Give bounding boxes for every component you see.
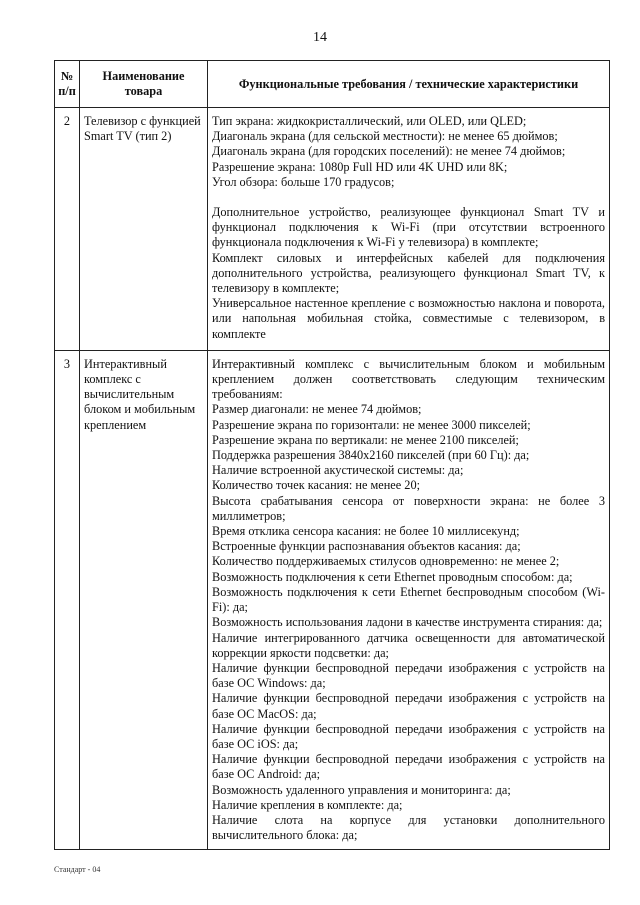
spec-line: Комплект силовых и интерфейсных кабелей для подключения дополнительного устройства, реализующего функционал Smart TV, к телевизору в комплекте; <box>212 250 605 296</box>
spec-line: Диагональ экрана (для сельской местности): не менее 65 дюймов; <box>212 129 558 144</box>
spec-gap <box>212 190 605 205</box>
table-header-row <box>55 61 610 108</box>
spec-line: Наличие интегрированного датчика освещенности для автоматической коррекции яркости подсветки: да; <box>212 630 605 660</box>
spec-line: Наличие крепления в комплекте: да; <box>212 797 403 812</box>
spec-line: Количество поддерживаемых стилусов одновременно: не менее 2; <box>212 554 560 569</box>
spec-line: Наличие функции беспроводной передачи изображения с устройств на базе ОС Android: да; <box>212 752 605 782</box>
spec-line: Поддержка разрешения 3840x2160 пикселей (при 60 Гц): да; <box>212 448 530 463</box>
spec-line: Количество точек касания: не менее 20; <box>212 478 421 493</box>
footer-stamp: Стандарт - 04 <box>54 865 101 874</box>
spec-line: Возможность подключения к сети Ethernet беспроводным способом (Wi-Fi): да; <box>212 584 605 615</box>
spec-line: Наличие слота на корпусе для установки дополнительного вычислительного блока: да; <box>212 812 605 843</box>
table-row <box>55 350 610 849</box>
row-number: 2 <box>55 108 80 351</box>
page-number: 14 <box>313 30 327 45</box>
spec-line: Встроенные функции распознавания объектов касания: да; <box>212 539 521 554</box>
spec-line: Возможность использования ладони в качестве инструмента стирания: да; <box>212 615 603 630</box>
spec-line: Дополнительное устройство, реализующее функционал Smart TV и функционал подключения к Wi-Fi (при отсутствии встроенного функционала подключения к Wi-Fi у телевизора) в комплекте; <box>212 205 605 250</box>
header-name: Наименование товара <box>80 61 208 108</box>
spec-line: Высота срабатывания сенсора от поверхности экрана: не более 3 миллиметров; <box>212 493 605 523</box>
spec-line: Разрешение экрана по горизонтали: не менее 3000 пикселей; <box>212 417 531 432</box>
spec-line: Размер диагонали: не менее 74 дюймов; <box>212 402 422 417</box>
spec-line: Возможность удаленного управления и мониторинга: да; <box>212 782 511 797</box>
spec-line: Наличие функции беспроводной передачи изображения с устройств на базе ОС MacOS: да; <box>212 691 605 721</box>
spec-line: Наличие функции беспроводной передачи изображения с устройств на базе ОС iOS: да; <box>212 721 605 751</box>
product-name: Интерактивный комплекс с вычислительным блоком и мобильным креплением <box>80 350 208 849</box>
product-name: Телевизор с функцией Smart TV (тип 2) <box>80 108 208 351</box>
spec-line: Диагональ экрана (для городских поселений): не менее 74 дюймов; <box>212 144 566 159</box>
spec-line: Разрешение экрана: 1080p Full HD или 4K UHD или 8K; <box>212 159 508 174</box>
spec-line: Наличие встроенной акустической системы: да; <box>212 463 464 478</box>
spec-line: Разрешение экрана по вертикали: не менее 2100 пикселей; <box>212 432 519 447</box>
spec-line: Время отклика сенсора касания: не более 10 миллисекунд; <box>212 524 520 539</box>
spec-line: Возможность подключения к сети Ethernet проводным способом: да; <box>212 569 573 584</box>
row-number: 3 <box>55 350 80 849</box>
spec-line: Универсальное настенное крепление с возможностью наклона и поворота, или напольная мобильная стойка, совместимые с телевизором, в комплекте <box>212 296 605 341</box>
header-spec: Функциональные требования / технические характеристики <box>208 61 610 108</box>
spec-line: Угол обзора: больше 170 градусов; <box>212 174 395 189</box>
product-spec <box>208 350 610 849</box>
spec-line: Наличие функции беспроводной передачи изображения с устройств на базе ОС Windows: да; <box>212 660 605 691</box>
header-num: № п/п <box>55 61 80 108</box>
table-row <box>55 108 610 351</box>
spec-line: Интерактивный комплекс с вычислительным блоком и мобильным креплением должен соответствовать следующим техническим требованиям: <box>212 356 605 402</box>
spec-line: Тип экрана: жидкокристаллический, или OLED, или QLED; <box>212 114 527 128</box>
product-spec <box>208 108 610 351</box>
specification-table <box>54 60 610 850</box>
